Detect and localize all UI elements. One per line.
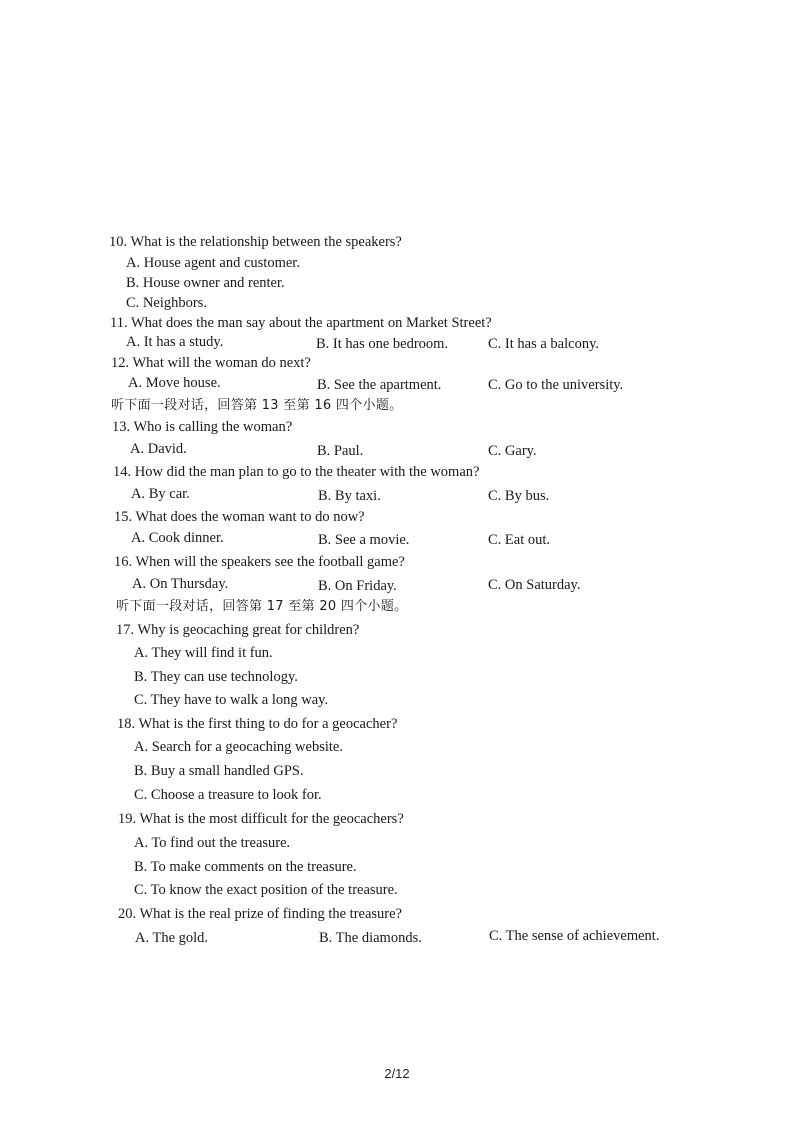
question-12-option-a: A. Move house. — [128, 375, 221, 391]
question-11-option-b: B. It has one bedroom. — [316, 336, 449, 352]
section-instruction-13-16: 听下面一段对话，回答第 13 至第 16 四个小题。 — [111, 398, 403, 413]
question-15-option-c: C. Eat out. — [488, 532, 551, 548]
question-13-stem: 13. Who is calling the woman? — [112, 419, 293, 435]
question-17-stem: 17. Why is geocaching great for children? — [116, 622, 360, 638]
question-18-option-c: C. Choose a treasure to look for. — [134, 787, 322, 803]
question-11-option-c: C. It has a balcony. — [488, 336, 600, 352]
question-15-stem: 15. What does the woman want to do now? — [114, 509, 365, 525]
question-20-option-b: B. The diamonds. — [319, 930, 422, 946]
question-12-stem: 12. What will the woman do next? — [111, 355, 311, 371]
question-19-option-a: A. To find out the treasure. — [134, 835, 291, 851]
question-19-option-c: C. To know the exact position of the treasure. — [134, 882, 398, 898]
question-18-option-b: B. Buy a small handled GPS. — [134, 763, 304, 779]
question-16-option-a: A. On Thursday. — [132, 576, 229, 592]
question-18-option-a: A. Search for a geocaching website. — [134, 739, 343, 755]
question-15-option-b: B. See a movie. — [318, 532, 410, 548]
question-19-stem: 19. What is the most difficult for the geocachers? — [118, 811, 404, 827]
question-13-option-b: B. Paul. — [317, 443, 364, 459]
question-17-option-c: C. They have to walk a long way. — [134, 692, 329, 708]
question-20-option-a: A. The gold. — [135, 930, 209, 946]
question-13-option-c: C. Gary. — [488, 443, 537, 459]
question-16-option-b: B. On Friday. — [318, 578, 397, 594]
question-18-stem: 18. What is the first thing to do for a geocacher? — [117, 716, 398, 732]
question-13-option-a: A. David. — [130, 441, 187, 457]
question-19-option-b: B. To make comments on the treasure. — [134, 859, 357, 875]
question-16-option-c: C. On Saturday. — [488, 577, 581, 593]
question-10-option-c: C. Neighbors. — [126, 295, 207, 311]
question-12-option-b: B. See the apartment. — [317, 377, 442, 393]
page-number: 2/12 — [384, 1066, 410, 1081]
section-instruction-17-20: 听下面一段对话，回答第 17 至第 20 四个小题。 — [116, 599, 408, 614]
question-10-option-a: A. House agent and customer. — [126, 255, 300, 271]
question-15-option-a: A. Cook dinner. — [131, 530, 224, 546]
question-17-option-a: A. They will find it fun. — [134, 645, 273, 661]
question-11-stem: 11. What does the man say about the apartment on Market Street? — [110, 315, 492, 331]
question-17-option-b: B. They can use technology. — [134, 669, 298, 685]
question-10-stem: 10. What is the relationship between the speakers? — [109, 234, 402, 250]
question-10-option-b: B. House owner and renter. — [126, 275, 285, 291]
question-12-option-c: C. Go to the university. — [488, 377, 624, 393]
question-20-option-c: C. The sense of achievement. — [489, 928, 660, 944]
question-14-option-c: C. By bus. — [488, 488, 550, 504]
question-14-option-b: B. By taxi. — [318, 488, 381, 504]
question-14-option-a: A. By car. — [131, 486, 190, 502]
question-16-stem: 16. When will the speakers see the football game? — [114, 554, 405, 570]
question-14-stem: 14. How did the man plan to go to the theater with the woman? — [113, 464, 480, 480]
question-20-stem: 20. What is the real prize of finding the treasure? — [118, 906, 402, 922]
question-11-option-a: A. It has a study. — [126, 334, 224, 350]
